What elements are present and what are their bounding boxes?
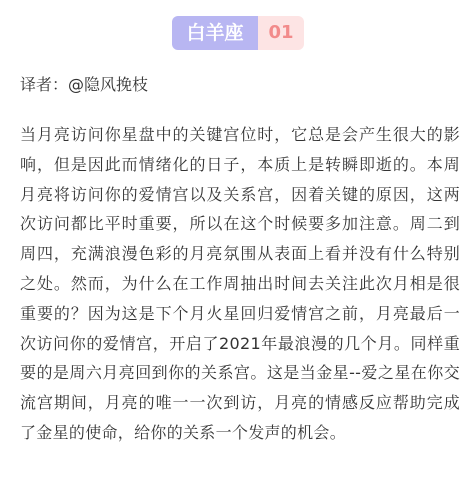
- sign-number-label: 01: [258, 16, 304, 50]
- translator-credit: 译者：@隐风挽枝: [20, 75, 149, 94]
- sign-name-label: 白羊座: [172, 16, 258, 50]
- article-paragraph: 当月亮访问你星盘中的关键宫位时，它总是会产生很大的影响，但是因此而情绪化的日子，本质上是转瞬即逝的。本周月亮将访问你的爱情宫以及关系宫，因着关键的原因，这两次访问都比平时重要，所以在这个时候要多加注意。周二到周四，充满浪漫色彩的月亮氛围从表面上看并没有什么特别之处。然而，为什么在工作周抽出时间去关注此次月相是很重要的？因为这是下个月火星回归爱情宫之前，月亮最后一次访问你的爱情宫，开启了2021年最浪漫的几个月。同样重要的是周六月亮回到你的关系宫。这是当金星--爱之星在你交流宫期间，月亮的唯一一次到访，月亮的情感反应帮助完成了金星的使命，给你的关系一个发声的机会。: [20, 125, 460, 442]
- sign-badge: [172, 16, 304, 50]
